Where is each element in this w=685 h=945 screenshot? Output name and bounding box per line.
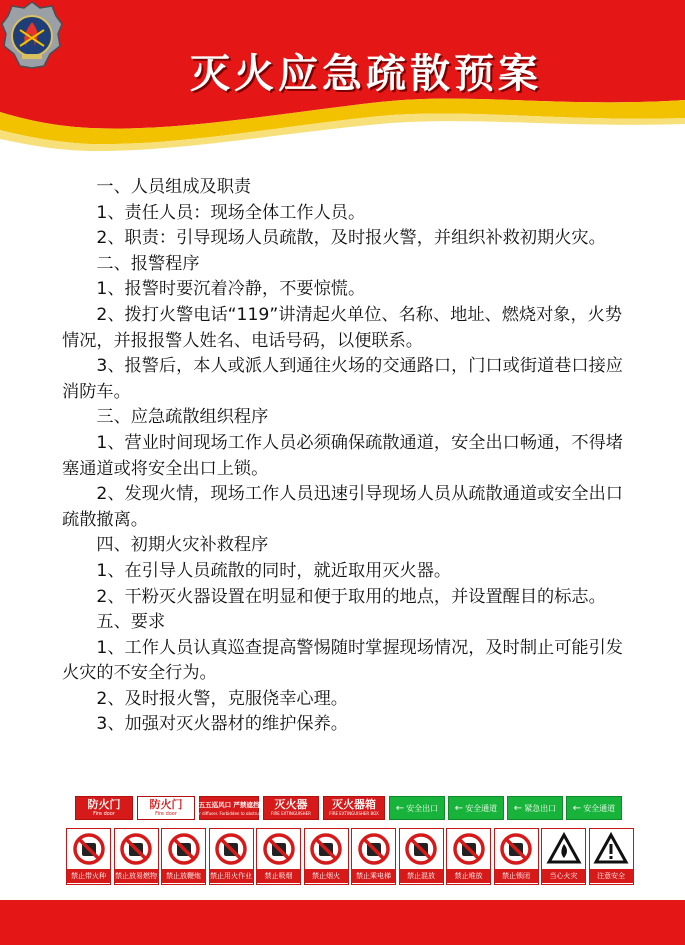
prohibition-sign (114, 828, 159, 885)
plan-text (62, 175, 630, 738)
paragraph: 2、及时报火警，克服侥幸心理。 (96, 688, 348, 709)
prohibition-sign (66, 828, 111, 885)
no-stacking-icon (452, 832, 486, 866)
fire-extinguisher-sign: 灭火器 FIRE EXTINGUISHER (263, 796, 319, 820)
sign-label: 注意安全 (590, 869, 633, 883)
fire-door-sign: 防火门 Fire door (137, 796, 195, 820)
exit-sign: ← 安全通道 (448, 796, 504, 820)
page-title: 灭火应急疏散预案 (190, 51, 542, 97)
sign-label: 禁止烟火 (305, 869, 348, 883)
paragraph: 1、在引导人员疏散的同时，就近取用灭火器。 (96, 560, 452, 581)
sign-label: 禁止乘电梯 (352, 869, 395, 883)
prohibition-sign (399, 828, 444, 885)
footer-band (0, 900, 685, 945)
no-locking-icon (499, 832, 533, 866)
no-fireworks-icon (309, 832, 343, 866)
section-heading: 二、报警程序 (96, 253, 200, 274)
fire-door-sign: 防火门 Fire door (75, 796, 133, 820)
fire-police-badge-icon (0, 0, 64, 72)
prohibition-sign (256, 828, 301, 885)
no-open-flame-icon (214, 832, 248, 866)
prohibition-signs (66, 828, 636, 885)
prohibition-sign (494, 828, 539, 885)
sign-label: 禁止放易燃物 (115, 869, 158, 883)
sign-label: 禁止混放 (400, 869, 443, 883)
no-flammable-icon (119, 832, 153, 866)
prohibition-sign (541, 828, 586, 885)
sign-label: 当心火灾 (542, 869, 585, 883)
arrow-left-icon: ← (572, 802, 582, 814)
exit-sign: ← 安全出口 (389, 796, 445, 820)
fire-equipment-signs (75, 796, 625, 820)
header-banner (0, 0, 685, 165)
prohibition-sign (351, 828, 396, 885)
prohibition-sign (161, 828, 206, 885)
arrow-left-icon: ← (395, 802, 405, 814)
paragraph: 2、发现火情，现场工作人员迅速引导现场人员从疏散通道或安全出口疏散撤离。 (62, 484, 623, 530)
section-heading: 一、人员组成及职责 (96, 177, 252, 197)
paragraph: 1、报警时要沉着冷静，不要惊慌。 (96, 279, 366, 300)
arrow-left-icon: ← (454, 802, 464, 814)
paragraph: 2、干粉灭火器设置在明显和便于取用的地点，并设置醒目的标志。 (96, 586, 606, 607)
paragraph: 3、加强对灭火器材的维护保养。 (96, 714, 348, 735)
paragraph: 3、报警后，本人或派人到通往火场的交通路口，门口或街道巷口接应消防车。 (62, 356, 623, 402)
sign-label: 禁止用火作业 (210, 869, 253, 883)
section-heading: 四、初期火灾补救程序 (96, 535, 269, 556)
exit-sign: ← 紧急出口 (507, 796, 563, 820)
arrow-left-icon: ← (513, 802, 523, 814)
prohibition-sign (446, 828, 491, 885)
section-heading: 五、要求 (96, 612, 166, 633)
sign-label: 禁止吸烟 (257, 869, 300, 883)
paragraph: 1、工作人员认真巡查提高警惕随时掌握现场情况，及时制止可能引发火灾的不安全行为。 (62, 637, 623, 684)
sign-label: 禁止放鞭炮 (162, 869, 205, 883)
section-heading: 三、应急疏散组织程序 (96, 407, 269, 428)
air-diffuser-sign: 五五巡风口 严禁遮挡 Air diffuser. Forbidden to obstruct (199, 796, 259, 820)
no-elevator-icon (357, 832, 391, 866)
caution-safety-icon (594, 832, 628, 866)
prohibition-sign (304, 828, 349, 885)
sign-label: 禁止堆放 (447, 869, 490, 883)
caution-fire-icon (547, 832, 581, 866)
no-smoking-icon (262, 832, 296, 866)
no-mixing-icon (404, 832, 438, 866)
paragraph: 1、营业时间现场工作人员必须确保疏散通道，安全出口畅通，不得堵塞通道或将安全出口上锁。 (62, 432, 623, 479)
paragraph: 2、拨打火警电话“119”讲清起火单位、名称、地址、燃烧对象，火势情况，并报报警人姓名、电话号码，以便联系。 (62, 304, 623, 351)
prohibition-sign (209, 828, 254, 885)
sign-label: 禁止带火种 (67, 869, 110, 883)
no-fire-source-icon (72, 832, 106, 866)
sign-label: 禁止锁闭 (495, 869, 538, 883)
no-firecrackers-icon (167, 832, 201, 866)
paragraph: 1、责任人员：现场全体工作人员。 (96, 202, 366, 223)
fire-extinguisher-box-sign: 灭火器箱 FIRE EXTINGUISHER BOX (323, 796, 385, 820)
paragraph: 2、职责：引导现场人员疏散，及时报火警，并组织补救初期火灾。 (96, 228, 606, 249)
exit-sign: ← 安全通道 (566, 796, 622, 820)
prohibition-sign (589, 828, 634, 885)
